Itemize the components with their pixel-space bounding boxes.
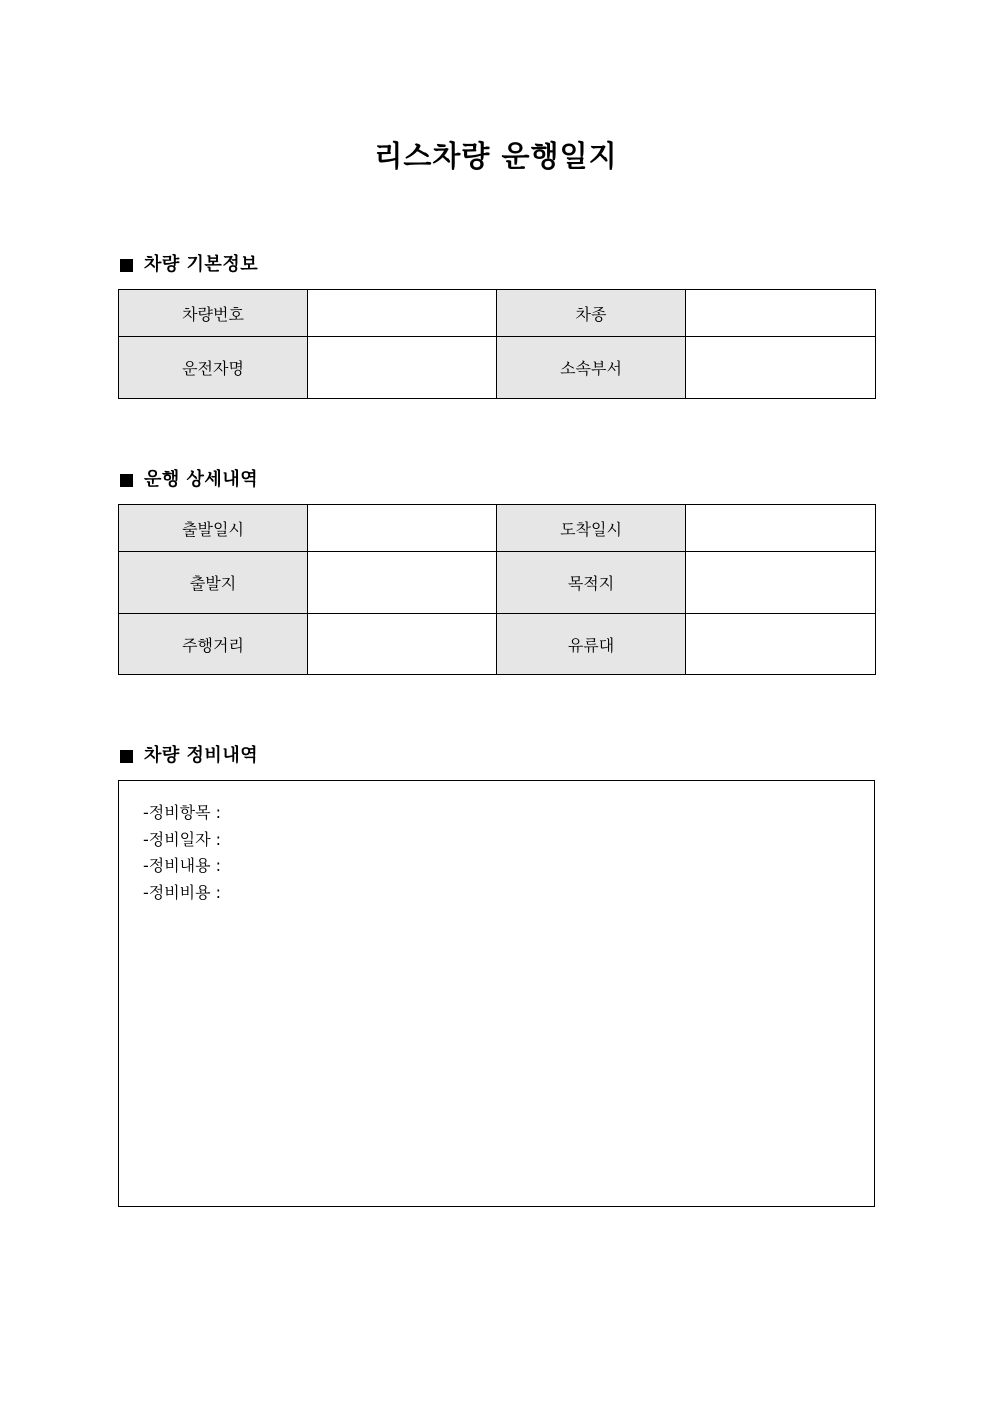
section-heading-maintenance [120,744,258,768]
maintenance-item-category: -정비항목 : [143,803,222,822]
table-row [119,337,876,399]
square-bullet-icon [120,474,133,487]
label-cell-driver-name: 운전자명 [119,337,308,399]
label-cell-arrival-datetime: 도착일시 [497,505,686,552]
value-cell-vehicle-type[interactable] [686,290,876,337]
value-cell-arrival-datetime[interactable] [686,505,876,552]
document-title: 리스차량 운행일지 [374,139,618,173]
maintenance-item-date: -정비일자 : [143,829,222,849]
maintenance-notes-list [143,800,221,906]
table-row [119,552,876,614]
label-cell-departure-place: 출발지 [119,552,308,614]
section-heading-basic-info [120,253,258,277]
maintenance-notes-box[interactable] [118,780,875,1207]
basic-info-table [118,289,876,399]
square-bullet-icon [120,750,133,763]
value-cell-destination[interactable] [686,552,876,614]
value-cell-fuel-cost[interactable] [686,614,876,675]
value-cell-departure-datetime[interactable] [308,505,497,552]
section-heading-label: 차량 정비내역 [144,745,259,766]
label-cell-departure-datetime: 출발일시 [119,505,308,552]
label-cell-vehicle-type: 차종 [497,290,686,337]
maintenance-item-cost: -정비비용 : [143,882,222,902]
table-row [119,505,876,552]
label-cell-department: 소속부서 [497,337,686,399]
value-cell-driver-name[interactable] [308,337,497,399]
value-cell-vehicle-number[interactable] [308,290,497,337]
trip-detail-table [118,504,876,675]
label-cell-destination: 목적지 [497,552,686,614]
table-row [119,614,876,675]
section-heading-label: 차량 기본정보 [144,254,259,275]
value-cell-department[interactable] [686,337,876,399]
maintenance-item-content: -정비내용 : [143,856,222,875]
table-row [119,290,876,337]
section-heading-trip-detail [120,468,258,492]
label-cell-vehicle-number: 차량번호 [119,290,308,337]
square-bullet-icon [120,259,133,272]
value-cell-distance[interactable] [308,614,497,675]
value-cell-departure-place[interactable] [308,552,497,614]
label-cell-distance: 주행거리 [119,614,308,675]
label-cell-fuel-cost: 유류대 [497,614,686,675]
section-heading-label: 운행 상세내역 [144,469,259,490]
